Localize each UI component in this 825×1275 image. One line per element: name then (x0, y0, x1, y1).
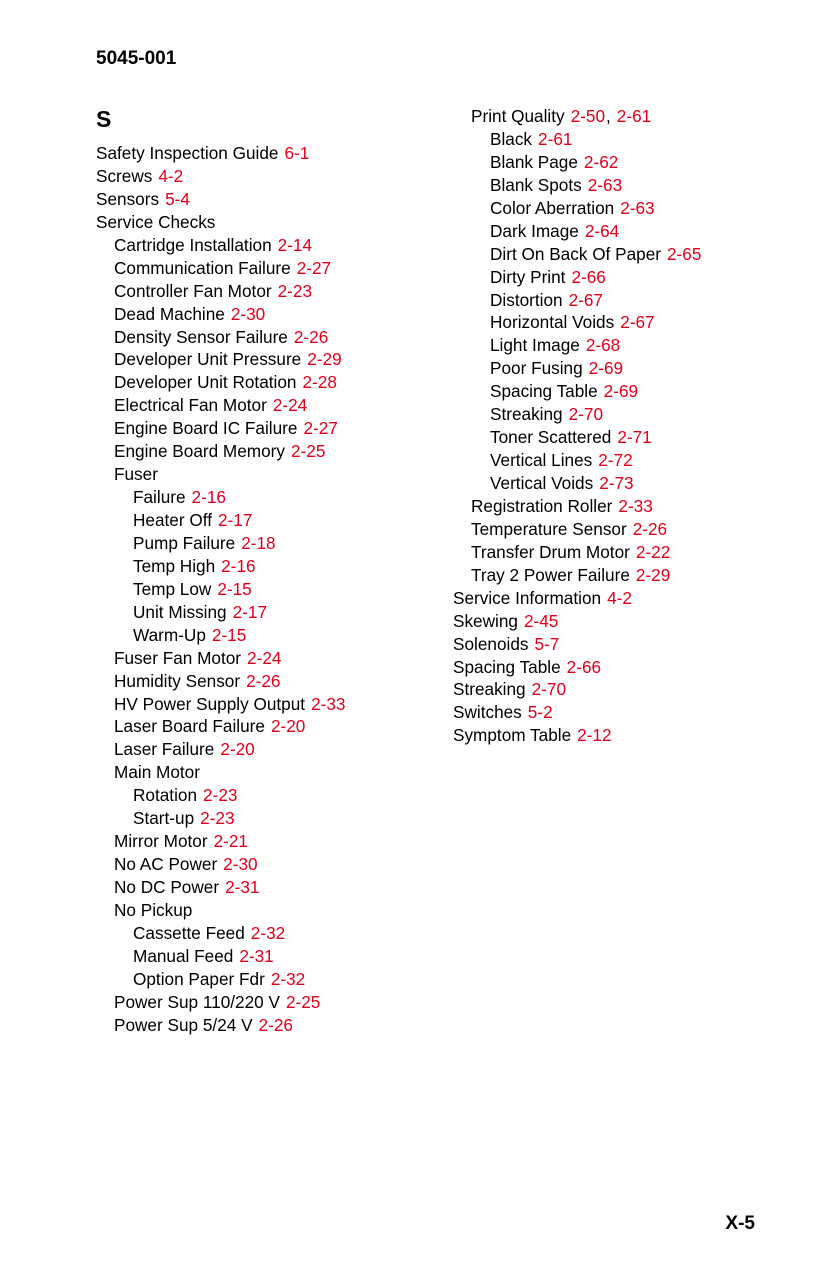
index-entry (453, 610, 701, 633)
page-reference-link[interactable]: 2-26 (632, 518, 668, 539)
page-reference-link[interactable]: 2-28 (302, 372, 337, 393)
index-term: Manual Feed (133, 945, 234, 966)
index-term: No AC Power (114, 854, 218, 875)
page-reference-link[interactable]: 2-17 (232, 601, 268, 622)
index-term: Switches (453, 702, 522, 723)
index-term: No DC Power (114, 877, 220, 897)
index-term: Option Paper Fdr (133, 968, 265, 989)
page-reference-link[interactable]: 2-66 (571, 266, 606, 287)
page-reference-link[interactable]: 2-17 (217, 510, 253, 530)
index-term: Skewing (453, 610, 518, 631)
index-entry (453, 334, 701, 357)
index-term: Main Motor (114, 762, 200, 783)
page-reference-link[interactable]: 2-27 (303, 418, 338, 439)
page-reference-link[interactable]: 5-7 (534, 633, 560, 654)
index-term: Streaking (490, 404, 563, 425)
index-term: Distortion (490, 289, 563, 310)
index-entry (96, 807, 345, 830)
page-reference-link[interactable]: 2-27 (296, 257, 332, 278)
index-term: Engine Board IC Failure (114, 418, 298, 439)
page-reference-link[interactable]: 2-63 (620, 197, 655, 218)
index-entry (453, 564, 701, 587)
page-reference-link[interactable]: 2-29 (635, 564, 671, 585)
page-reference-link[interactable]: 2-14 (277, 234, 313, 255)
index-entry (96, 142, 345, 165)
index-entry (453, 495, 701, 518)
index-entry (96, 463, 345, 486)
index-entry (96, 968, 345, 991)
page-reference-link[interactable]: 2-24 (247, 647, 282, 668)
index-term: Transfer Drum Motor (471, 541, 630, 562)
index-term: Dirty Print (490, 266, 566, 287)
page-number: X-5 (725, 1213, 755, 1234)
page-reference-link[interactable]: 2-33 (311, 693, 346, 714)
page-reference-link[interactable]: 2-73 (599, 473, 634, 493)
index-term: Engine Board Memory (114, 441, 286, 462)
index-entry (96, 830, 345, 853)
index-entry (96, 578, 345, 601)
index-entry (96, 280, 345, 303)
index-column-right (453, 105, 701, 747)
index-term: Dirt On Back Of Paper (490, 243, 661, 264)
index-entry (453, 633, 701, 656)
page-reference-link[interactable]: 2-64 (584, 220, 620, 241)
index-term: Developer Unit Pressure (114, 349, 302, 370)
index-term: Light Image (490, 335, 580, 356)
page-reference-link[interactable]: 2-45 (523, 610, 559, 631)
page-reference-separator: , (606, 106, 611, 126)
index-entry (453, 724, 701, 747)
index-entry (96, 784, 345, 807)
page-reference-link[interactable]: 2-63 (587, 174, 623, 195)
index-entry (96, 348, 345, 371)
index-entry (96, 509, 345, 532)
index-entry (453, 403, 701, 426)
page-reference-link[interactable]: 2-25 (291, 441, 326, 462)
index-entry (96, 394, 345, 417)
page-reference-link[interactable]: 2-15 (211, 624, 247, 645)
page-reference-link[interactable]: 2-32 (270, 968, 306, 989)
index-term: Electrical Fan Motor (114, 395, 267, 416)
index-term: Density Sensor Failure (114, 326, 288, 347)
index-term: Horizontal Voids (490, 312, 615, 333)
index-term: Developer Unit Rotation (114, 372, 297, 393)
index-entry (96, 440, 345, 463)
index-entry (453, 105, 701, 128)
index-term: Service Information (453, 587, 602, 608)
index-term: Sensors (96, 188, 160, 209)
index-entry (453, 380, 701, 403)
index-term: Dark Image (490, 220, 579, 241)
index-entry (453, 656, 701, 679)
index-entry (96, 257, 345, 280)
index-entry (96, 715, 345, 738)
index-term: Rotation (133, 785, 198, 806)
index-term: Color Aberration (490, 197, 615, 218)
index-term: Spacing Table (453, 656, 561, 677)
index-entry (453, 289, 701, 312)
index-term: Failure (133, 487, 186, 508)
page-reference-link[interactable]: 2-29 (307, 349, 342, 370)
page-reference-link[interactable]: 4-2 (158, 165, 184, 186)
document-number: 5045-001 (96, 48, 177, 69)
index-entry (453, 243, 701, 266)
index-term: Cassette Feed (133, 922, 245, 943)
index-entry (96, 876, 345, 899)
page-reference-link[interactable]: 2-30 (223, 854, 258, 875)
index-entry (96, 486, 345, 509)
page-reference-link[interactable]: 2-66 (566, 656, 602, 677)
index-term: Dead Machine (114, 303, 225, 324)
index-term: Service Checks (96, 211, 216, 232)
page-reference-link[interactable]: 2-62 (583, 151, 619, 172)
index-term: Fuser (114, 464, 158, 485)
index-section-letter: S (96, 106, 112, 132)
page-reference-link[interactable]: 2-15 (217, 578, 252, 599)
index-entry (96, 624, 345, 647)
index-term: Laser Board Failure (114, 716, 265, 737)
page-reference-link[interactable]: 5-2 (527, 702, 553, 723)
index-term: Communication Failure (114, 257, 291, 278)
page-reference-link[interactable]: 2-50 (570, 106, 606, 126)
page-reference-link[interactable]: 2-32 (250, 922, 286, 943)
page-reference-link[interactable]: 2-67 (568, 289, 603, 310)
page-reference-link[interactable]: 2-31 (239, 945, 274, 966)
index-term: Poor Fusing (490, 358, 583, 379)
page-reference-link[interactable]: 2-20 (220, 739, 255, 760)
index-term: Temperature Sensor (471, 518, 627, 539)
index-term: Blank Spots (490, 174, 582, 195)
index-term: Cartridge Installation (114, 234, 272, 255)
index-term: Spacing Table (490, 381, 598, 402)
index-entry (96, 165, 345, 188)
index-column-left (96, 142, 345, 1037)
index-entry (453, 426, 701, 449)
index-entry (96, 693, 345, 716)
index-term: HV Power Supply Output (114, 693, 306, 714)
page-reference-link[interactable]: 2-26 (246, 670, 281, 691)
page-reference-link[interactable]: 2-69 (603, 381, 639, 402)
page-reference-link[interactable]: 2-18 (241, 532, 276, 553)
index-term: No Pickup (114, 899, 193, 920)
page-reference-link[interactable]: 4-2 (607, 587, 632, 608)
index-entry (96, 303, 345, 326)
page-reference-link[interactable]: 2-23 (277, 280, 313, 301)
index-term: Safety Inspection Guide (96, 143, 279, 163)
index-entry (96, 991, 345, 1014)
index-term: Pump Failure (133, 532, 236, 553)
page-reference-link[interactable]: 2-71 (617, 427, 652, 448)
index-term: Controller Fan Motor (114, 280, 272, 301)
index-term: Fuser Fan Motor (114, 647, 242, 668)
index-entry (96, 670, 345, 693)
index-entry (453, 357, 701, 380)
index-entry (96, 899, 345, 922)
index-entry (96, 211, 345, 234)
index-term: Humidity Sensor (114, 670, 241, 691)
index-term: Tray 2 Power Failure (471, 564, 630, 585)
index-entry (453, 701, 701, 724)
index-entry (453, 587, 701, 610)
page-reference-link[interactable]: 2-21 (213, 831, 248, 852)
page-reference-link[interactable]: 2-22 (635, 541, 671, 562)
index-entry (453, 128, 701, 151)
page-reference-link[interactable]: 2-69 (588, 358, 624, 379)
index-term: Unit Missing (133, 601, 227, 622)
page-reference-link[interactable]: 2-70 (531, 679, 567, 700)
index-entry (453, 518, 701, 541)
index-entry (453, 266, 701, 289)
index-entry (96, 326, 345, 349)
page-reference-link[interactable]: 2-23 (200, 808, 235, 829)
page-reference-link[interactable]: 2-16 (221, 555, 256, 576)
index-entry (453, 220, 701, 243)
page-reference-link[interactable]: 5-4 (165, 188, 190, 209)
page-reference-link[interactable]: 2-12 (577, 725, 612, 746)
index-term: Vertical Lines (490, 450, 593, 471)
page-reference-link[interactable]: 2-68 (585, 335, 621, 356)
index-term: Power Sup 110/220 V (114, 991, 280, 1012)
page-reference-link[interactable]: 2-70 (568, 404, 604, 425)
index-term: Print Quality (471, 106, 565, 126)
index-entry (96, 601, 345, 624)
index-entry (96, 647, 345, 670)
page-reference-link[interactable]: 2-24 (272, 395, 308, 416)
index-term: Black (490, 128, 533, 149)
index-entry (96, 555, 345, 578)
index-term: Screws (96, 165, 153, 186)
index-entry (96, 945, 345, 968)
index-term: Power Sup 5/24 V (114, 1014, 253, 1035)
index-term: Solenoids (453, 633, 529, 654)
index-entry (96, 371, 345, 394)
index-term: Vertical Voids (490, 473, 594, 493)
index-term: Blank Page (490, 151, 578, 172)
index-entry (453, 151, 701, 174)
index-entry (96, 1014, 345, 1037)
page-reference-link[interactable]: 6-1 (284, 143, 310, 163)
page-reference-link[interactable]: 2-67 (620, 312, 655, 333)
index-term: Mirror Motor (114, 831, 208, 852)
index-entry (453, 311, 701, 334)
page-reference-link[interactable]: 2-72 (598, 450, 633, 471)
page-reference-link[interactable]: 2-26 (258, 1014, 293, 1035)
index-entry (453, 197, 701, 220)
index-term: Start-up (133, 808, 195, 829)
index-term: Temp Low (133, 578, 212, 599)
index-term: Toner Scattered (490, 427, 612, 448)
index-entry (96, 853, 345, 876)
index-entry (453, 449, 701, 472)
index-entry (453, 174, 701, 197)
page-reference-link[interactable]: 2-33 (618, 495, 653, 516)
page-reference-link[interactable]: 2-16 (191, 487, 226, 508)
index-term: Heater Off (133, 510, 212, 530)
page-reference-link[interactable]: 2-31 (225, 877, 260, 897)
index-entry (96, 188, 345, 211)
index-entry (453, 678, 701, 701)
page-reference-link[interactable]: 2-20 (270, 716, 306, 737)
page-reference-link[interactable]: 2-65 (666, 243, 702, 264)
index-term: Registration Roller (471, 495, 613, 516)
index-entry (96, 234, 345, 257)
index-entry (96, 922, 345, 945)
index-term: Laser Failure (114, 739, 215, 760)
index-entry (96, 738, 345, 761)
index-entry (96, 532, 345, 555)
page-reference-link[interactable]: 2-30 (230, 303, 266, 324)
page-reference-link[interactable]: 2-61 (538, 128, 573, 149)
index-entry (96, 761, 345, 784)
index-term: Temp High (133, 555, 216, 576)
page-reference-link[interactable]: 2-61 (616, 106, 652, 126)
index-entry (453, 541, 701, 564)
index-term: Symptom Table (453, 725, 572, 746)
index-term: Streaking (453, 679, 526, 700)
page-reference-link[interactable]: 2-26 (293, 326, 329, 347)
page-reference-link[interactable]: 2-23 (203, 785, 238, 806)
page-reference-link[interactable]: 2-25 (285, 991, 321, 1012)
index-entry (96, 417, 345, 440)
index-term: Warm-Up (133, 624, 206, 645)
index-entry (453, 472, 701, 495)
